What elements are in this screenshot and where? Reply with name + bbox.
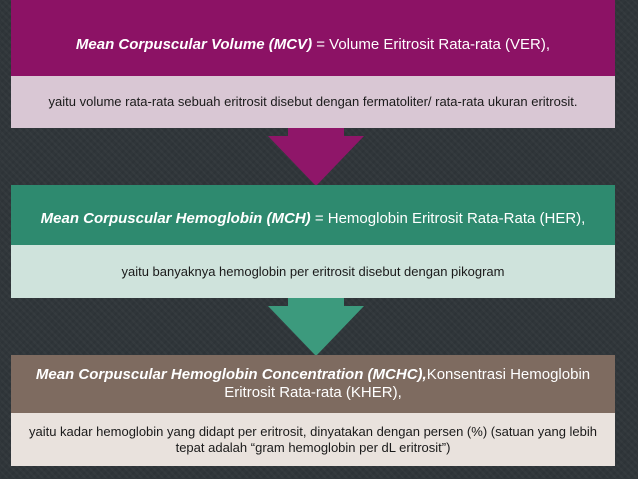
mch-block xyxy=(11,185,615,298)
mcv-description-box xyxy=(11,76,615,128)
mcv-header xyxy=(11,0,615,76)
arrow-2-shape xyxy=(268,298,364,356)
mcv-definition: = Volume Eritrosit Rata-rata (VER), xyxy=(312,36,551,53)
mchc-description-box xyxy=(11,413,615,466)
mch-term: Mean Corpuscular Hemoglobin (MCH) xyxy=(40,210,311,227)
mcv-header-text xyxy=(76,36,550,54)
mchc-block xyxy=(11,355,615,466)
mch-definition: = Hemoglobin Eritrosit Rata-Rata (HER), xyxy=(310,210,586,227)
mch-header xyxy=(11,185,615,245)
down-arrow-icon xyxy=(266,298,366,358)
mch-description-box xyxy=(11,245,615,298)
mcv-description: yaitu volume rata-rata sebuah eritrosit disebut dengan fermatoliter/ rata-rata ukuran eritrosit. xyxy=(48,94,578,109)
mcv-block xyxy=(11,0,615,128)
mchc-definition: Konsentrasi Hemoglobin Eritrosit Rata-rata (KHER), xyxy=(224,366,591,401)
mch-header-text xyxy=(41,210,586,228)
mch-description: yaitu banyaknya hemoglobin per eritrosit disebut dengan pikogram xyxy=(121,263,505,279)
mcv-term: Mean Corpuscular Volume (MCV) xyxy=(75,36,313,53)
mchc-term: Mean Corpuscular Hemoglobin Concentration (MCHC), xyxy=(35,366,427,383)
mchc-description: yaitu kadar hemoglobin yang didapt per eritrosit, dinyatakan dengan persen (%) (satuan yang lebih tepat adalah “gram hemoglobin per dL eritrosit”) xyxy=(28,423,598,455)
mchc-header xyxy=(11,355,615,413)
arrow-1-shape xyxy=(268,128,364,186)
down-arrow-icon xyxy=(266,128,366,188)
mchc-header-text xyxy=(25,366,601,402)
